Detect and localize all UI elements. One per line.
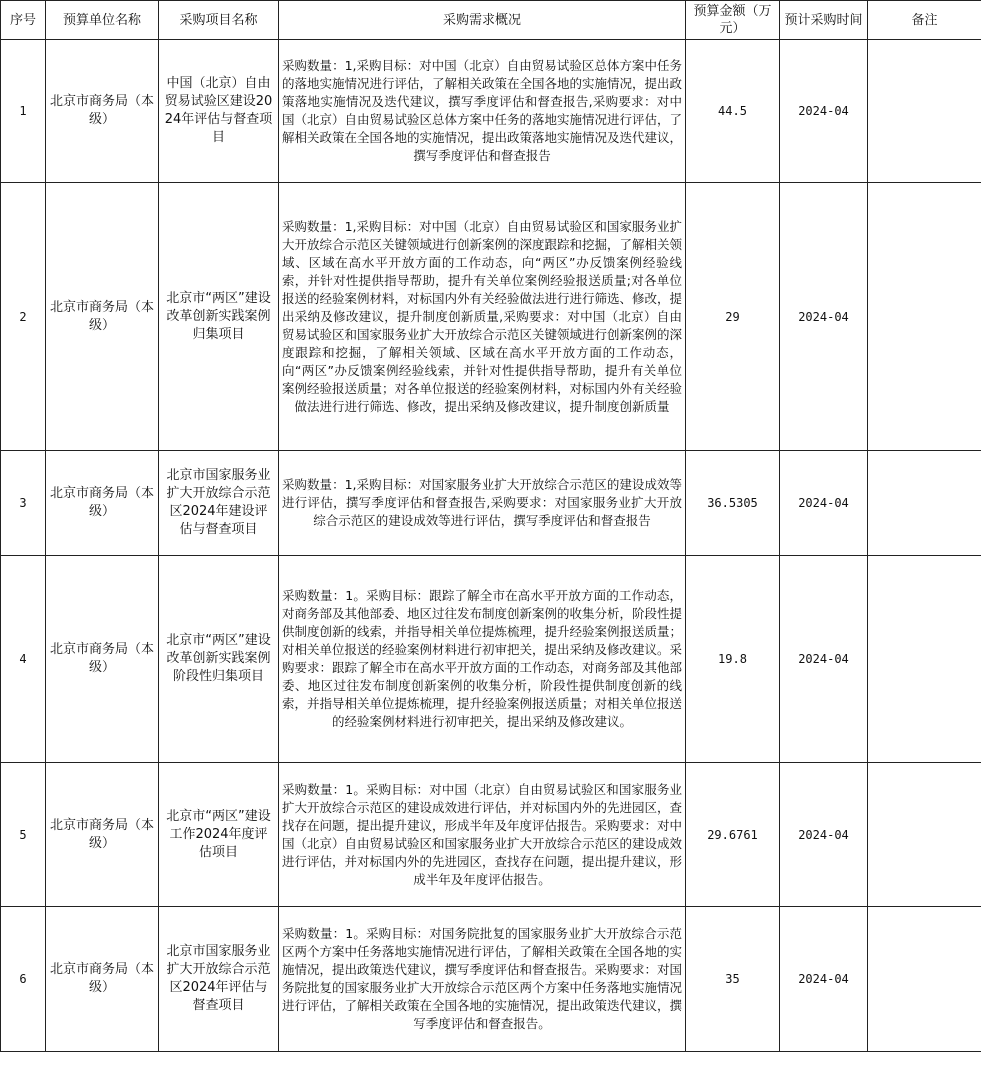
row-desc: 采购数量：1,采购目标：对中国（北京）自由贸易试验区和国家服务业扩大开放综合示范区关键领域进行创新案例的深度跟踪和挖掘，了解相关领域、区域在高水平开放方面的工作动态，向“两区”办反馈案例经验线索，并针对性提供指导帮助，提升有关单位案例经验报送质量;对各单位报送的经验案例材料，对标国内外有关经验做法进行进行筛选、修改，提出采纳及修改建议，提升制度创新质量,采购要求：对中国（北京）自由贸易试验区和国家服务业扩大开放综合示范区关键领域进行创新案例的深度跟踪和挖掘，了解相关领域、区域在高水平开放方面的工作动态，向“两区”办反馈案例经验线索，并针对性提供指导帮助，提升有关单位案例经验报送质量；对各单位报送的经验案例材料，对标国内外有关经验做法进行进行筛选、修改，提出采纳及修改建议，提升制度创新质量 [279, 183, 686, 451]
row-project: 北京市国家服务业扩大开放综合示范区2024年建设评估与督查项目 [159, 451, 279, 556]
row-seq: 4 [1, 556, 46, 763]
header-seq: 序号 [1, 1, 46, 40]
row-note [868, 451, 981, 556]
row-seq: 1 [1, 40, 46, 183]
row-note [868, 183, 981, 451]
row-seq: 5 [1, 763, 46, 907]
row-seq: 3 [1, 451, 46, 556]
header-note: 备注 [868, 1, 981, 40]
row-amount: 44.5 [686, 40, 780, 183]
header-unit: 预算单位名称 [46, 1, 159, 40]
row-project: 北京市“两区”建设改革创新实践案例归集项目 [159, 183, 279, 451]
row-time: 2024-04 [780, 183, 868, 451]
row-note [868, 763, 981, 907]
table-row [1, 40, 981, 183]
row-desc: 采购数量：1,采购目标：对国家服务业扩大开放综合示范区的建设成效等进行评估，撰写季度评估和督查报告,采购要求：对国家服务业扩大开放综合示范区的建设成效等进行评估，撰写季度评估和督查报告 [279, 451, 686, 556]
header-desc: 采购需求概况 [279, 1, 686, 40]
header-project: 采购项目名称 [159, 1, 279, 40]
row-amount: 36.5305 [686, 451, 780, 556]
row-seq: 2 [1, 183, 46, 451]
header-time: 预计采购时间 [780, 1, 868, 40]
row-note [868, 40, 981, 183]
row-unit: 北京市商务局（本级） [46, 40, 159, 183]
row-amount: 29.6761 [686, 763, 780, 907]
row-time: 2024-04 [780, 556, 868, 763]
row-time: 2024-04 [780, 907, 868, 1052]
table-row [1, 556, 981, 763]
row-unit: 北京市商务局（本级） [46, 763, 159, 907]
row-note [868, 556, 981, 763]
row-amount: 19.8 [686, 556, 780, 763]
row-project: 北京市“两区”建设改革创新实践案例阶段性归集项目 [159, 556, 279, 763]
row-time: 2024-04 [780, 451, 868, 556]
row-project: 北京市“两区”建设工作2024年度评估项目 [159, 763, 279, 907]
row-time: 2024-04 [780, 40, 868, 183]
row-unit: 北京市商务局（本级） [46, 183, 159, 451]
table-row [1, 183, 981, 451]
row-time: 2024-04 [780, 763, 868, 907]
row-unit: 北京市商务局（本级） [46, 451, 159, 556]
header-amount: 预算金额（万元） [686, 1, 780, 40]
row-project: 中国（北京）自由贸易试验区建设2024年评估与督查项目 [159, 40, 279, 183]
table-row [1, 907, 981, 1052]
row-unit: 北京市商务局（本级） [46, 556, 159, 763]
table-row [1, 451, 981, 556]
table-row [1, 763, 981, 907]
row-desc: 采购数量：1。采购目标：跟踪了解全市在高水平开放方面的工作动态，对商务部及其他部委、地区过往发布制度创新案例的收集分析，阶段性提供制度创新的线索，并指导相关单位提炼梳理，提升经验案例报送质量；对相关单位报送的经验案例材料进行初审把关，提出采纳及修改建议。采购要求：跟踪了解全市在高水平开放方面的工作动态，对商务部及其他部委、地区过往发布制度创新案例的收集分析，阶段性提供制度创新的线索，并指导相关单位提炼梳理，提升经验案例报送质量；对相关单位报送的经验案例材料进行初审把关，提出采纳及修改建议。 [279, 556, 686, 763]
row-unit: 北京市商务局（本级） [46, 907, 159, 1052]
row-project: 北京市国家服务业扩大开放综合示范区2024年评估与督查项目 [159, 907, 279, 1052]
header-row [1, 1, 981, 40]
row-desc: 采购数量：1。采购目标：对中国（北京）自由贸易试验区和国家服务业扩大开放综合示范区的建设成效进行评估，并对标国内外的先进园区，查找存在问题，提出提升建议，形成半年及年度评估报告。采购要求：对中国（北京）自由贸易试验区和国家服务业扩大开放综合示范区的建设成效进行评估，并对标国内外的先进园区，查找存在问题，提出提升建议，形成半年及年度评估报告。 [279, 763, 686, 907]
row-amount: 29 [686, 183, 780, 451]
row-amount: 35 [686, 907, 780, 1052]
row-desc: 采购数量：1。采购目标：对国务院批复的国家服务业扩大开放综合示范区两个方案中任务落地实施情况进行评估，了解相关政策在全国各地的实施情况，提出政策迭代建议，撰写季度评估和督查报告。采购要求：对国务院批复的国家服务业扩大开放综合示范区两个方案中任务落地实施情况进行评估，了解相关政策在全国各地的实施情况，提出政策迭代建议，撰写季度评估和督查报告。 [279, 907, 686, 1052]
row-seq: 6 [1, 907, 46, 1052]
row-note [868, 907, 981, 1052]
row-desc: 采购数量：1,采购目标：对中国（北京）自由贸易试验区总体方案中任务的落地实施情况进行评估，了解相关政策在全国各地的实施情况，提出政策落地实施情况及迭代建议，撰写季度评估和督查报告,采购要求：对中国（北京）自由贸易试验区总体方案中任务的落地实施情况进行评估，了解相关政策在全国各地的实施情况，提出政策落地实施情况及迭代建议，撰写季度评估和督查报告 [279, 40, 686, 183]
